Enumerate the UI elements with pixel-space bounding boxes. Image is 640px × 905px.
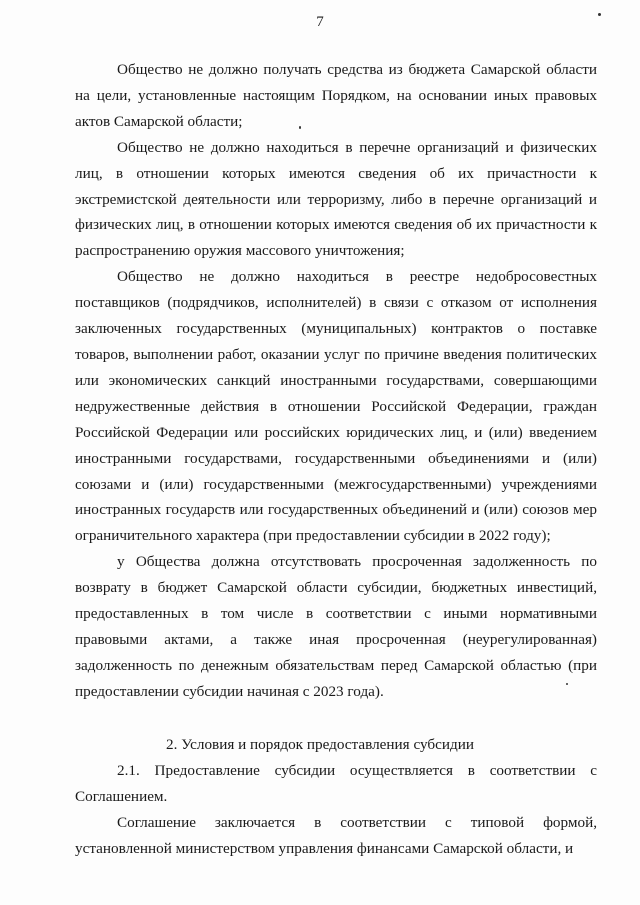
paragraph-agreement-form: Соглашение заключается в соответствии с типовой формой, установленной министерством управления финансами Самарской области, и — [75, 813, 597, 857]
paragraph-subsidy-agreement: 2.1. Предоставление субсидии осуществляется в соответствии с Соглашением. — [75, 762, 597, 805]
body-text — [75, 57, 597, 705]
paragraph-overdue-debt: у Общества должна отсутствовать просроченная задолженность по возврату в бюджет Самарской области субсидии, бюджетных инвестиций, предоставленных в том числе в соответствии с иными нормативными правовыми актами, а также иная просроченная (неурегулированная) задолженность по денежным обязательствам перед Самарской областью (при предоставлении субсидии начиная с 2023 года). — [75, 553, 597, 700]
section-heading: 2. Условия и порядок предоставления субсидии — [166, 736, 474, 753]
paragraph-funding-restriction: Общество не должно получать средства из бюджета Самарской области на цели, установленные настоящим Порядком, на основании иных правовых актов Самарской области; — [75, 61, 597, 130]
paragraph-supplier-registry: Общество не должно находиться в реестре недобросовестных поставщиков (подрядчиков, исполнителей) в связи с отказом от исполнения заключенных государственных (муниципальных) контрактов о поставке товаров, выполнении работ, оказании услуг по причине введения политических или экономических санкций иностранными государствами, совершающими недружественные действия в отношении Российской Федерации, граждан Российской Федерации или российских юридических лиц, и (или) введением иностранными государствами, государственными объединениями и (или) союзами и (или) государственными (межгосударственными) учреждениями иностранных государств или государственных объединений и (или) союзов мер ограничительного характера (при предоставлении субсидии в 2022 году); — [75, 268, 597, 545]
page-number: 7 — [316, 14, 324, 30]
scan-speck — [598, 13, 601, 16]
scan-speck — [299, 126, 301, 129]
section-body-text — [75, 758, 597, 862]
scan-speck — [566, 683, 568, 685]
paragraph-extremism-list: Общество не должно находиться в перечне организаций и физических лиц, в отношении которых имеются сведения об их причастности к экстремистской деятельности или терроризму, либо в перечне организаций и физических лиц, в отношении которых имеются сведения об их причастности к распространению оружия массового уничтожения; — [75, 138, 597, 260]
